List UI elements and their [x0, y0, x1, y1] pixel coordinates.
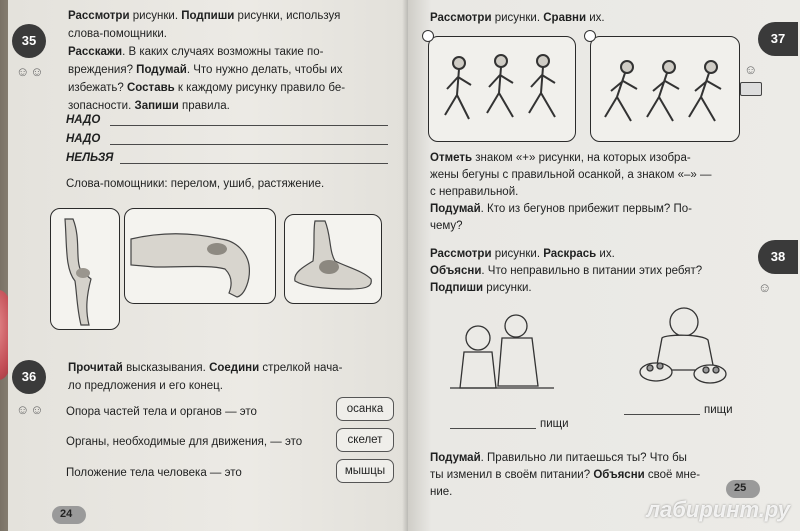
answer-line-3[interactable]: [120, 163, 388, 164]
ending-osanka[interactable]: осанка: [336, 397, 394, 421]
wrist-image: [124, 208, 276, 304]
ex35-line3: Расскажи. В каких случаях возможны такие по-: [68, 46, 324, 58]
label-left: пищи: [540, 418, 569, 430]
ex37-line1: Рассмотри рисунки. Сравни их.: [430, 12, 605, 24]
ex35-line1: Рассмотри рисунки. Подпиши рисунки, используя: [68, 10, 341, 22]
ex38-q2: ты изменил в своём питании? Объясни своё мне-: [430, 469, 701, 481]
exercise-38-badge: 38: [758, 240, 798, 274]
ex38-q1: Подумай. Правильно ли питаешься ты? Что бы: [430, 452, 687, 464]
ex37-p3: с неправильной.: [430, 186, 519, 198]
ex37-p2: жены бегуны с правильной осанкой, а знаком «–» —: [430, 169, 712, 181]
label-right: пищи: [704, 404, 733, 416]
foot-image: [284, 214, 382, 304]
answer-circle-2[interactable]: [584, 30, 596, 42]
ex35-line4: вреждения? Подумай. Что нужно делать, чтобы их: [68, 64, 343, 76]
left-page: [8, 0, 408, 531]
page-number-right: 25: [734, 482, 747, 494]
ex35-line2: слова-помощники.: [68, 28, 168, 40]
runners-image-2: [590, 36, 740, 142]
sentence-start-3: Положение тела человека — это: [66, 467, 242, 479]
ex37-p1: Отметь знаком «+» рисунки, на которых изобра-: [430, 152, 691, 164]
leg-image: [50, 208, 120, 330]
sentence-start-1: Опора частей тела и органов — это: [66, 406, 257, 418]
smile-icon-pair: ☺☺: [16, 64, 45, 79]
rule-label-3: НЕЛЬЗЯ: [66, 152, 114, 164]
ex37-q2: чему?: [430, 220, 463, 232]
answer-circle-1[interactable]: [422, 30, 434, 42]
ex37-q1: Подумай. Кто из бегунов прибежит первым? По-: [430, 203, 692, 215]
smile-icon: ☺: [744, 62, 759, 77]
answer-line-2[interactable]: [110, 144, 388, 145]
ex35-line6: зопасности. Запиши правила.: [68, 100, 230, 112]
ending-myshtsy[interactable]: мышцы: [336, 459, 394, 483]
children-eating-image-left: [442, 308, 562, 400]
ex38-line2: Объясни. Что неправильно в питании этих ребят?: [430, 265, 703, 277]
ex35-line5: избежать? Составь к каждому рисунку правило бе-: [68, 82, 346, 94]
ex38-line1: Рассмотри рисунки. Раскрась их.: [430, 248, 615, 260]
smile-icon: ☺: [758, 280, 773, 295]
smile-icon-pair: ☺☺: [16, 402, 45, 417]
rule-label-2: НАДО: [66, 133, 101, 145]
ex36-line2: ло предложения и его конец.: [68, 380, 223, 392]
exercise-37-badge: 37: [758, 22, 798, 56]
label-line-right[interactable]: [624, 414, 700, 415]
book-stack-icon: [740, 82, 762, 96]
ex38-q3: ние.: [430, 486, 453, 498]
right-page: [408, 0, 800, 531]
label-line-left[interactable]: [450, 428, 536, 429]
ending-skelet[interactable]: скелет: [336, 428, 394, 452]
page-number-left: 24: [60, 508, 73, 520]
answer-line-1[interactable]: [110, 125, 388, 126]
sentence-start-2: Органы, необходимые для движения, — это: [66, 436, 303, 448]
watermark-logo: лабиринт.ру: [646, 497, 790, 522]
rule-label-1: НАДО: [66, 114, 101, 126]
ex38-line3: Подпиши рисунки.: [430, 282, 532, 294]
exercise-35-badge: 35: [12, 24, 46, 58]
ex36-line1: Прочитай высказывания. Соедини стрелкой нача-: [68, 362, 343, 374]
runners-image-1: [428, 36, 576, 142]
helper-words: Слова-помощники: перелом, ушиб, растяжение.: [66, 178, 325, 190]
children-eating-image-right: [626, 300, 736, 396]
exercise-36-badge: 36: [12, 360, 46, 394]
